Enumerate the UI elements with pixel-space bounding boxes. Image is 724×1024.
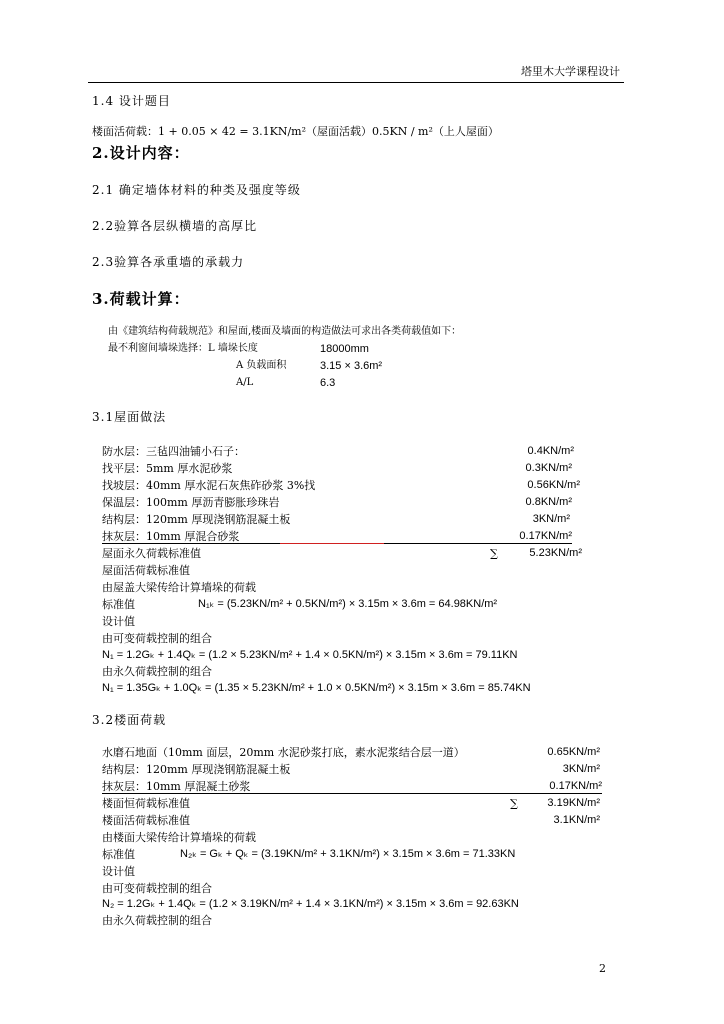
floor-dead-label: 楼面恒荷载标准值: [102, 797, 190, 810]
sum-underline-red: [280, 543, 384, 544]
floor-live-load-line: 楼面活荷载：1 + 0.05 × 42 = 3.1KN/m²（屋面活载）0.5KN / m²（上人屋面）: [92, 125, 499, 138]
ratio-label: A/L: [236, 377, 254, 388]
roof-layer-value: 0.56KN/m²: [527, 479, 580, 491]
section-2-item: 2.3验算各承重墙的承载力: [92, 255, 245, 269]
roof-layer-label: 防水层：三毡四油铺小石子：: [102, 445, 245, 458]
section-1-4-heading: 1.4 设计题目: [92, 94, 171, 108]
variable-control-label: 由可变荷载控制的组合: [102, 632, 212, 645]
roof-permanent-value: 5.23KN/m²: [529, 547, 582, 559]
section-2-item: 2.2验算各层纵横墙的高厚比: [92, 219, 258, 233]
standard-label: 标准值: [102, 848, 135, 861]
permanent-control-label: 由永久荷载控制的组合: [102, 914, 212, 927]
floor-dead-value: 3.19KN/m²: [547, 797, 600, 809]
roof-layer-label: 找坡层：40mm 厚水泥石灰焦砟砂浆 3%找: [102, 479, 316, 492]
roof-layer-value: 0.8KN/m²: [525, 496, 572, 508]
roof-layer-label: 保温层：100mm 厚沥青膨胀珍珠岩: [102, 496, 280, 509]
standard-label: 标准值: [102, 598, 135, 611]
wall-length-label: 最不利窗间墙垛选择：L 墙垛长度: [108, 343, 258, 354]
roof-layer-value: 3KN/m²: [532, 513, 570, 525]
section-3-1-heading: 3.1屋面做法: [92, 410, 167, 424]
floor-layer-label: 水磨石地面（10mm 面层，20mm 水泥砂浆打底，素水泥浆结合层一道）: [102, 746, 465, 759]
floor-layer-value: 0.65KN/m²: [547, 746, 600, 758]
roof-layer-value: 0.4KN/m²: [527, 445, 574, 457]
design-label: 设计值: [102, 865, 135, 878]
load-intro: 由《建筑结构荷载规范》和屋面,楼面及墙面的构造做法可求出各类荷载值如下：: [108, 326, 462, 337]
sum-underline: [384, 543, 572, 544]
header-rule: [88, 82, 624, 83]
sum-sign: ∑: [510, 797, 518, 810]
section-2-item: 2.1 确定墙体材料的种类及强度等级: [92, 183, 301, 197]
roof-permanent-formula: N₁ = 1.35Gₖ + 1.0Qₖ = (1.35 × 5.23KN/m² + 1.0 × 0.5KN/m²) × 3.15m × 3.6m = 85.74KN: [102, 682, 531, 694]
section-3-2-heading: 3.2楼面荷载: [92, 713, 167, 727]
ratio-value: 6.3: [320, 377, 336, 389]
roof-layer-label: 找平层：5mm 厚水泥砂浆: [102, 462, 233, 475]
floor-live-value: 3.1KN/m²: [553, 814, 600, 826]
roof-layer-value: 0.3KN/m²: [525, 462, 572, 474]
permanent-control-label: 由永久荷载控制的组合: [102, 665, 212, 678]
floor-layer-value: 0.17KN/m²: [549, 780, 602, 792]
roof-variable-formula: N₁ = 1.2Gₖ + 1.4Qₖ = (1.2 × 5.23KN/m² + 1.4 × 0.5KN/m²) × 3.15m × 3.6m = 79.11KN: [102, 649, 518, 661]
floor-layer-value: 3KN/m²: [562, 763, 600, 775]
roof-standard-formula: N₁ₖ = (5.23KN/m² + 0.5KN/m²) × 3.15m × 3.6m = 64.98KN/m²: [198, 598, 498, 610]
floor-live-label: 楼面活荷载标准值: [102, 814, 190, 827]
load-area-label: A 负载面积: [236, 360, 287, 371]
roof-layer-label: 抹灰层：10mm 厚混合砂浆: [102, 530, 240, 543]
design-label: 设计值: [102, 615, 135, 628]
roof-layer-label: 结构层：120mm 厚现浇钢筋混凝土板: [102, 513, 291, 526]
section-3-heading: 3.荷载计算：: [92, 290, 190, 308]
sum-sign: ∑: [490, 547, 498, 560]
floor-layer-label: 结构层：120mm 厚现浇钢筋混凝土板: [102, 763, 291, 776]
wall-length-value: 18000mm: [320, 343, 369, 355]
page-number: 2: [599, 962, 606, 975]
roof-permanent-label: 屋面永久荷载标准值: [102, 547, 201, 560]
variable-control-label: 由可变荷载控制的组合: [102, 882, 212, 895]
floor-transfer-label: 由楼面大梁传给计算墙垛的荷载: [102, 831, 256, 844]
roof-live-label: 屋面活荷载标准值: [102, 564, 190, 577]
roof-layer-value: 0.17KN/m²: [519, 530, 572, 542]
roof-transfer-label: 由屋盖大梁传给计算墙垛的荷载: [102, 581, 256, 594]
section-2-heading: 2.设计内容：: [92, 144, 190, 162]
header-title: 塔里木大学课程设计: [521, 65, 620, 78]
sum-underline: [102, 543, 280, 544]
load-area-value: 3.15 × 3.6m²: [320, 360, 383, 372]
floor-standard-formula: N₂ₖ = Gₖ + Qₖ = (3.19KN/m² + 3.1KN/m²) × 3.15m × 3.6m = 71.33KN: [180, 848, 516, 860]
sum-underline: [102, 793, 602, 794]
floor-layer-label: 抹灰层：10mm 厚混凝土砂浆: [102, 780, 251, 793]
floor-variable-formula: N₂ = 1.2Gₖ + 1.4Qₖ = (1.2 × 3.19KN/m² + 1.4 × 3.1KN/m²) × 3.15m × 3.6m = 92.63KN: [102, 898, 519, 910]
